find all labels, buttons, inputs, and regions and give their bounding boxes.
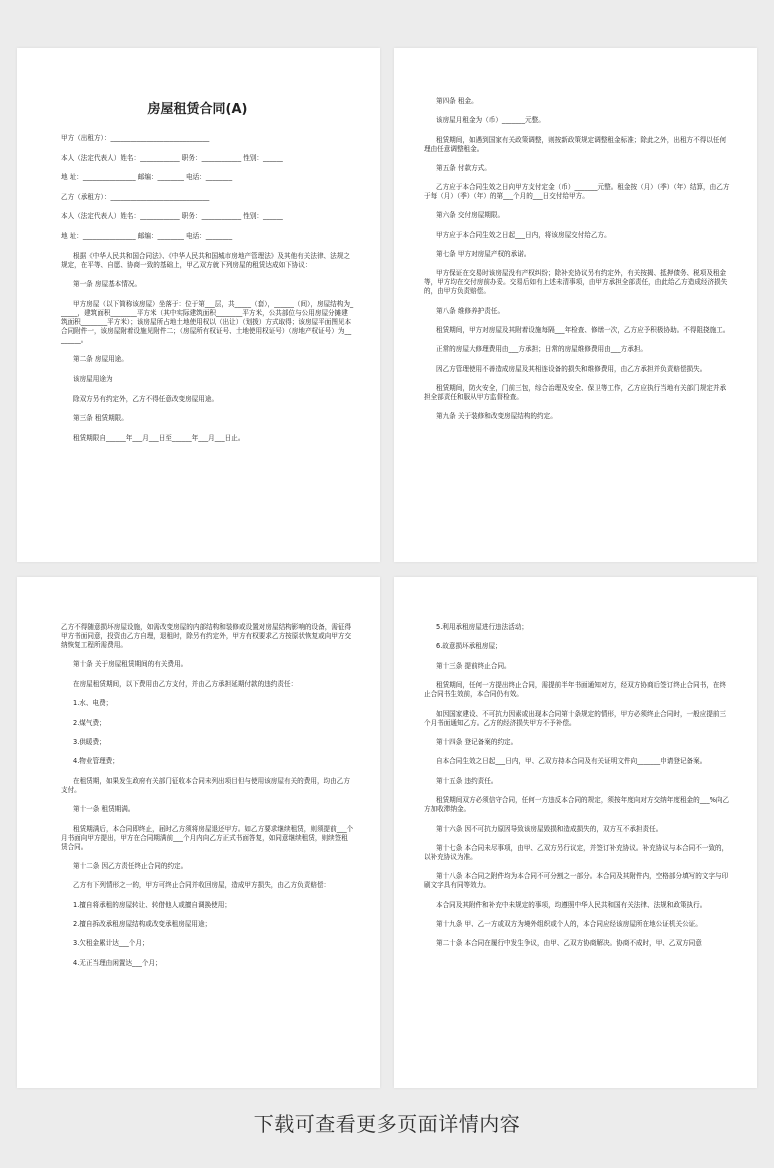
paragraph-line: 第十八条 本合同之附件均为本合同不可分割之一部分。本合同及其附件内，空格部分填写的文字与印刷文字具有同等效力。	[424, 872, 729, 890]
paragraph-line: 自本合同生效之日起___日内，甲、乙双方持本合同及有关证明文件向_______申请登记备案。	[436, 757, 707, 766]
paragraph-line: 除双方另有约定外，乙方不得任意改变房屋用途。	[73, 394, 219, 403]
page-2-body	[424, 97, 731, 421]
paragraph-line: 甲方（出租方）：______________________________	[61, 134, 210, 142]
paragraph-line: 在房屋租赁期间，以下费用由乙方支付，并由乙方承担延期付款的违约责任：	[73, 679, 298, 688]
paragraph-line: 租赁期限自______年___月___日至______年___月___日止。	[73, 433, 245, 442]
paragraph-line: 地 址：________________ 邮编：________ 电话：________	[61, 231, 233, 240]
paragraph-line: 该房屋月租金为（币）_______元整。	[436, 116, 545, 125]
paragraph-line: 3.供暖费；	[73, 737, 106, 746]
paragraph-line: 第三条 租赁期限。	[73, 414, 128, 423]
paragraph-line: 第一条 房屋基本情况。	[73, 280, 142, 289]
paragraph-line: 租赁期间，甲方对房屋及其附着设施每隔___年检查、修缮一次，乙方应予积极协助。不得阻挠施工。	[436, 325, 730, 334]
paragraph-line: 第二条 房屋用途。	[73, 355, 128, 364]
paragraph-line: 1.擅自将承租的房屋转让、转借他人或擅自调换使用；	[73, 900, 231, 909]
paragraph-line: 6.故意损坏承租房屋；	[436, 642, 502, 651]
paragraph-line: 该房屋用途为	[73, 374, 113, 383]
paragraph-line: 第五条 付款方式。	[436, 163, 491, 172]
paragraph-line: 第十九条 甲、乙一方或双方为境外组织或个人的，本合同应经该房屋所在地公证机关公证。	[436, 920, 702, 929]
paragraph-line: 租赁期间，如遇到国家有关政策调整，则按新政策规定调整租金标准；除此之外，出租方不得以任何理由任意调整租金。	[424, 135, 727, 153]
paragraph-line: 第二十条 本合同在履行中发生争议，由甲、乙双方协商解决。协商不成时，甲、乙双方同意	[436, 939, 702, 948]
paragraph-line: 第十五条 违约责任。	[436, 776, 498, 785]
paragraph-line: 4.无正当理由闲置达___个月；	[73, 958, 162, 967]
paragraph-line: 甲方房屋（以下简称该房屋）坐落于：位于第___层，共_____（套），______（间），房屋结构为______，建筑面积________平方米（其中实际建筑面积________平方米，公共部位与公用房屋分摊建筑面积________平方米）；该房屋所占地土地使用权以（出让）（划拨）方式取得；该房屋平面图见本合同附件一，该房屋附着设施见附件二；（房屋所有权证号、土地使用权证号）（房地产权证号）为________。	[61, 299, 354, 344]
document-page-4	[394, 577, 757, 1088]
paragraph-line: 5.利用承租房屋进行违法活动；	[436, 623, 529, 631]
paragraph-line: 第十六条 因不可抗力原因导致该房屋毁损和造成损失的，双方互不承担责任。	[436, 824, 663, 833]
document-page-1	[17, 48, 380, 562]
paragraph-line: 第十七条 本合同未尽事项，由甲、乙双方另行议定，并签订补充协议。补充协议与本合同不一致的，以补充协议为准。	[424, 843, 729, 861]
paragraph-line: 本合同及其附件和补充中未规定的事项，均遵照中华人民共和国有关法律、法规和政策执行。	[436, 900, 707, 909]
download-more-caption[interactable]: 下载可查看更多页面详情内容	[253, 1112, 521, 1136]
paragraph-line: 第十条 关于房屋租赁期间的有关费用。	[73, 660, 188, 669]
paragraph-line: 根据《中华人民共和国合同法》、《中华人民共和国城市房地产管理法》及其他有关法律、法规之规定，在平等、自愿、协商一致的基础上，甲乙双方就下列房屋的租赁达成如下协议：	[61, 251, 350, 269]
paragraph-line: 第十二条 因乙方责任终止合同的约定。	[73, 861, 188, 870]
paragraph-line: 如因国家建设、不可抗力因素或出现本合同第十条规定的情形，甲方必须终止合同时，一般应提前三个月书面通知乙方。乙方的经济损失甲方不予补偿。	[424, 709, 727, 727]
document-title: 房屋租赁合同(A)	[147, 102, 248, 117]
page-3-body	[61, 623, 354, 968]
paragraph-line: 甲方保证在交易时该房屋没有产权纠纷；除补充协议另有约定外，有关按揭、抵押债务、税项及租金等，甲方均在交付房前办妥。交易后如有上述未清事项，由甲方承担全部责任，由此给乙方造成经济损失的，由甲方负责赔偿。	[424, 269, 728, 296]
paragraph-line: 在租赁期，如果发生政府有关部门征收本合同未列出项目但与使用该房屋有关的费用，均由乙方支付。	[61, 776, 350, 794]
paragraph-line: 地 址：________________ 邮编：________ 电话：________	[61, 173, 233, 182]
paragraph-line: 因乙方管理使用不善造成房屋及其相连设备的损失和维修费用，由乙方承担并负责赔偿损失。	[436, 364, 707, 373]
paragraph-line: 乙方应于本合同生效之日向甲方支付定金（币）_______元整。租金按（月）（季）（年）结算，由乙方于每（月）（季）（年）的第___个月的___日交付给甲方。	[424, 183, 730, 201]
paragraph-line: 甲方应于本合同生效之日起___日内，将该房屋交付给乙方。	[436, 230, 611, 239]
paragraph-line: 租赁期间，任何一方提出终止合同，需提前半年书面通知对方，经双方协商后签订终止合同书，在终止合同书生效前，本合同仍有效。	[424, 681, 727, 699]
paragraph-line: 第十三条 提前终止合同。	[436, 661, 511, 670]
page-1-body	[61, 134, 354, 443]
paragraph-line: 2.煤气费；	[73, 718, 106, 727]
paragraph-line: 1.水、电费；	[73, 699, 113, 708]
paragraph-line: 第八条 维修养护责任。	[436, 306, 505, 315]
paragraph-line: 租赁期间，防火安全，门前三包，综合治理及安全、保卫等工作，乙方应执行当地有关部门规定并承担全部责任和服从甲方监督检查。	[424, 383, 727, 401]
paragraph-line: 第十四条 登记备案的约定。	[436, 737, 518, 746]
page-4-body	[424, 623, 731, 948]
paragraph-line: 第七条 甲方对房屋产权的承诺。	[436, 250, 531, 259]
paragraph-line: 第十一条 租赁期满。	[73, 805, 135, 814]
paragraph-line: 乙方有下列情形之一的，甲方可终止合同并收回房屋，造成甲方损失，由乙方负责赔偿：	[73, 881, 331, 890]
paragraph-line: 租赁期间双方必须信守合同，任何一方违反本合同的规定，须按年度向对方交纳年度租金的___%向乙方加收滞纳金。	[424, 796, 730, 814]
paragraph-line: 本人（法定代表人）姓名：____________ 职务：____________ 性别：______	[61, 212, 283, 221]
paragraph-line: 租赁期满后，本合同即终止，届时乙方须将房屋退还甲方。如乙方要求继续租赁，则须提前___个月书面向甲方提出，甲方在合同期满前___个月内向乙方正式书面答复，如同意继续租赁，则续签租赁合同。	[61, 824, 354, 851]
paragraph-line: 3.欠租金累计达___个月；	[73, 939, 149, 948]
paragraph-line: 第四条 租金。	[436, 97, 478, 105]
paragraph-line: 第九条 关于装修和改变房屋结构的约定。	[436, 412, 557, 421]
paragraph-line: 正常的房屋大修理费用由___方承担；日常的房屋维修费用由___方承担。	[436, 345, 647, 354]
document-page-3	[17, 577, 380, 1088]
paragraph-line: 本人（法定代表人）姓名：____________ 职务：____________ 性别：______	[61, 153, 283, 162]
paragraph-line: 第六条 交付房屋期限。	[436, 211, 505, 220]
document-page-2	[394, 48, 757, 562]
paragraph-line: 乙方（承租方）：______________________________	[61, 192, 210, 201]
paragraph-line: 乙方不得随意损坏房屋设施，如需改变房屋的内部结构和装修或设置对房屋结构影响的设备，需征得甲方书面同意，投资由乙方自理，退租时，除另有约定外，甲方有权要求乙方按原状恢复或向甲方交纳恢复工程所需费用。	[61, 623, 352, 649]
paragraph-line: 4.物业管理费；	[73, 757, 119, 766]
paragraph-line: 2.擅自拆改承租房屋结构或改变承租房屋用途；	[73, 920, 212, 929]
